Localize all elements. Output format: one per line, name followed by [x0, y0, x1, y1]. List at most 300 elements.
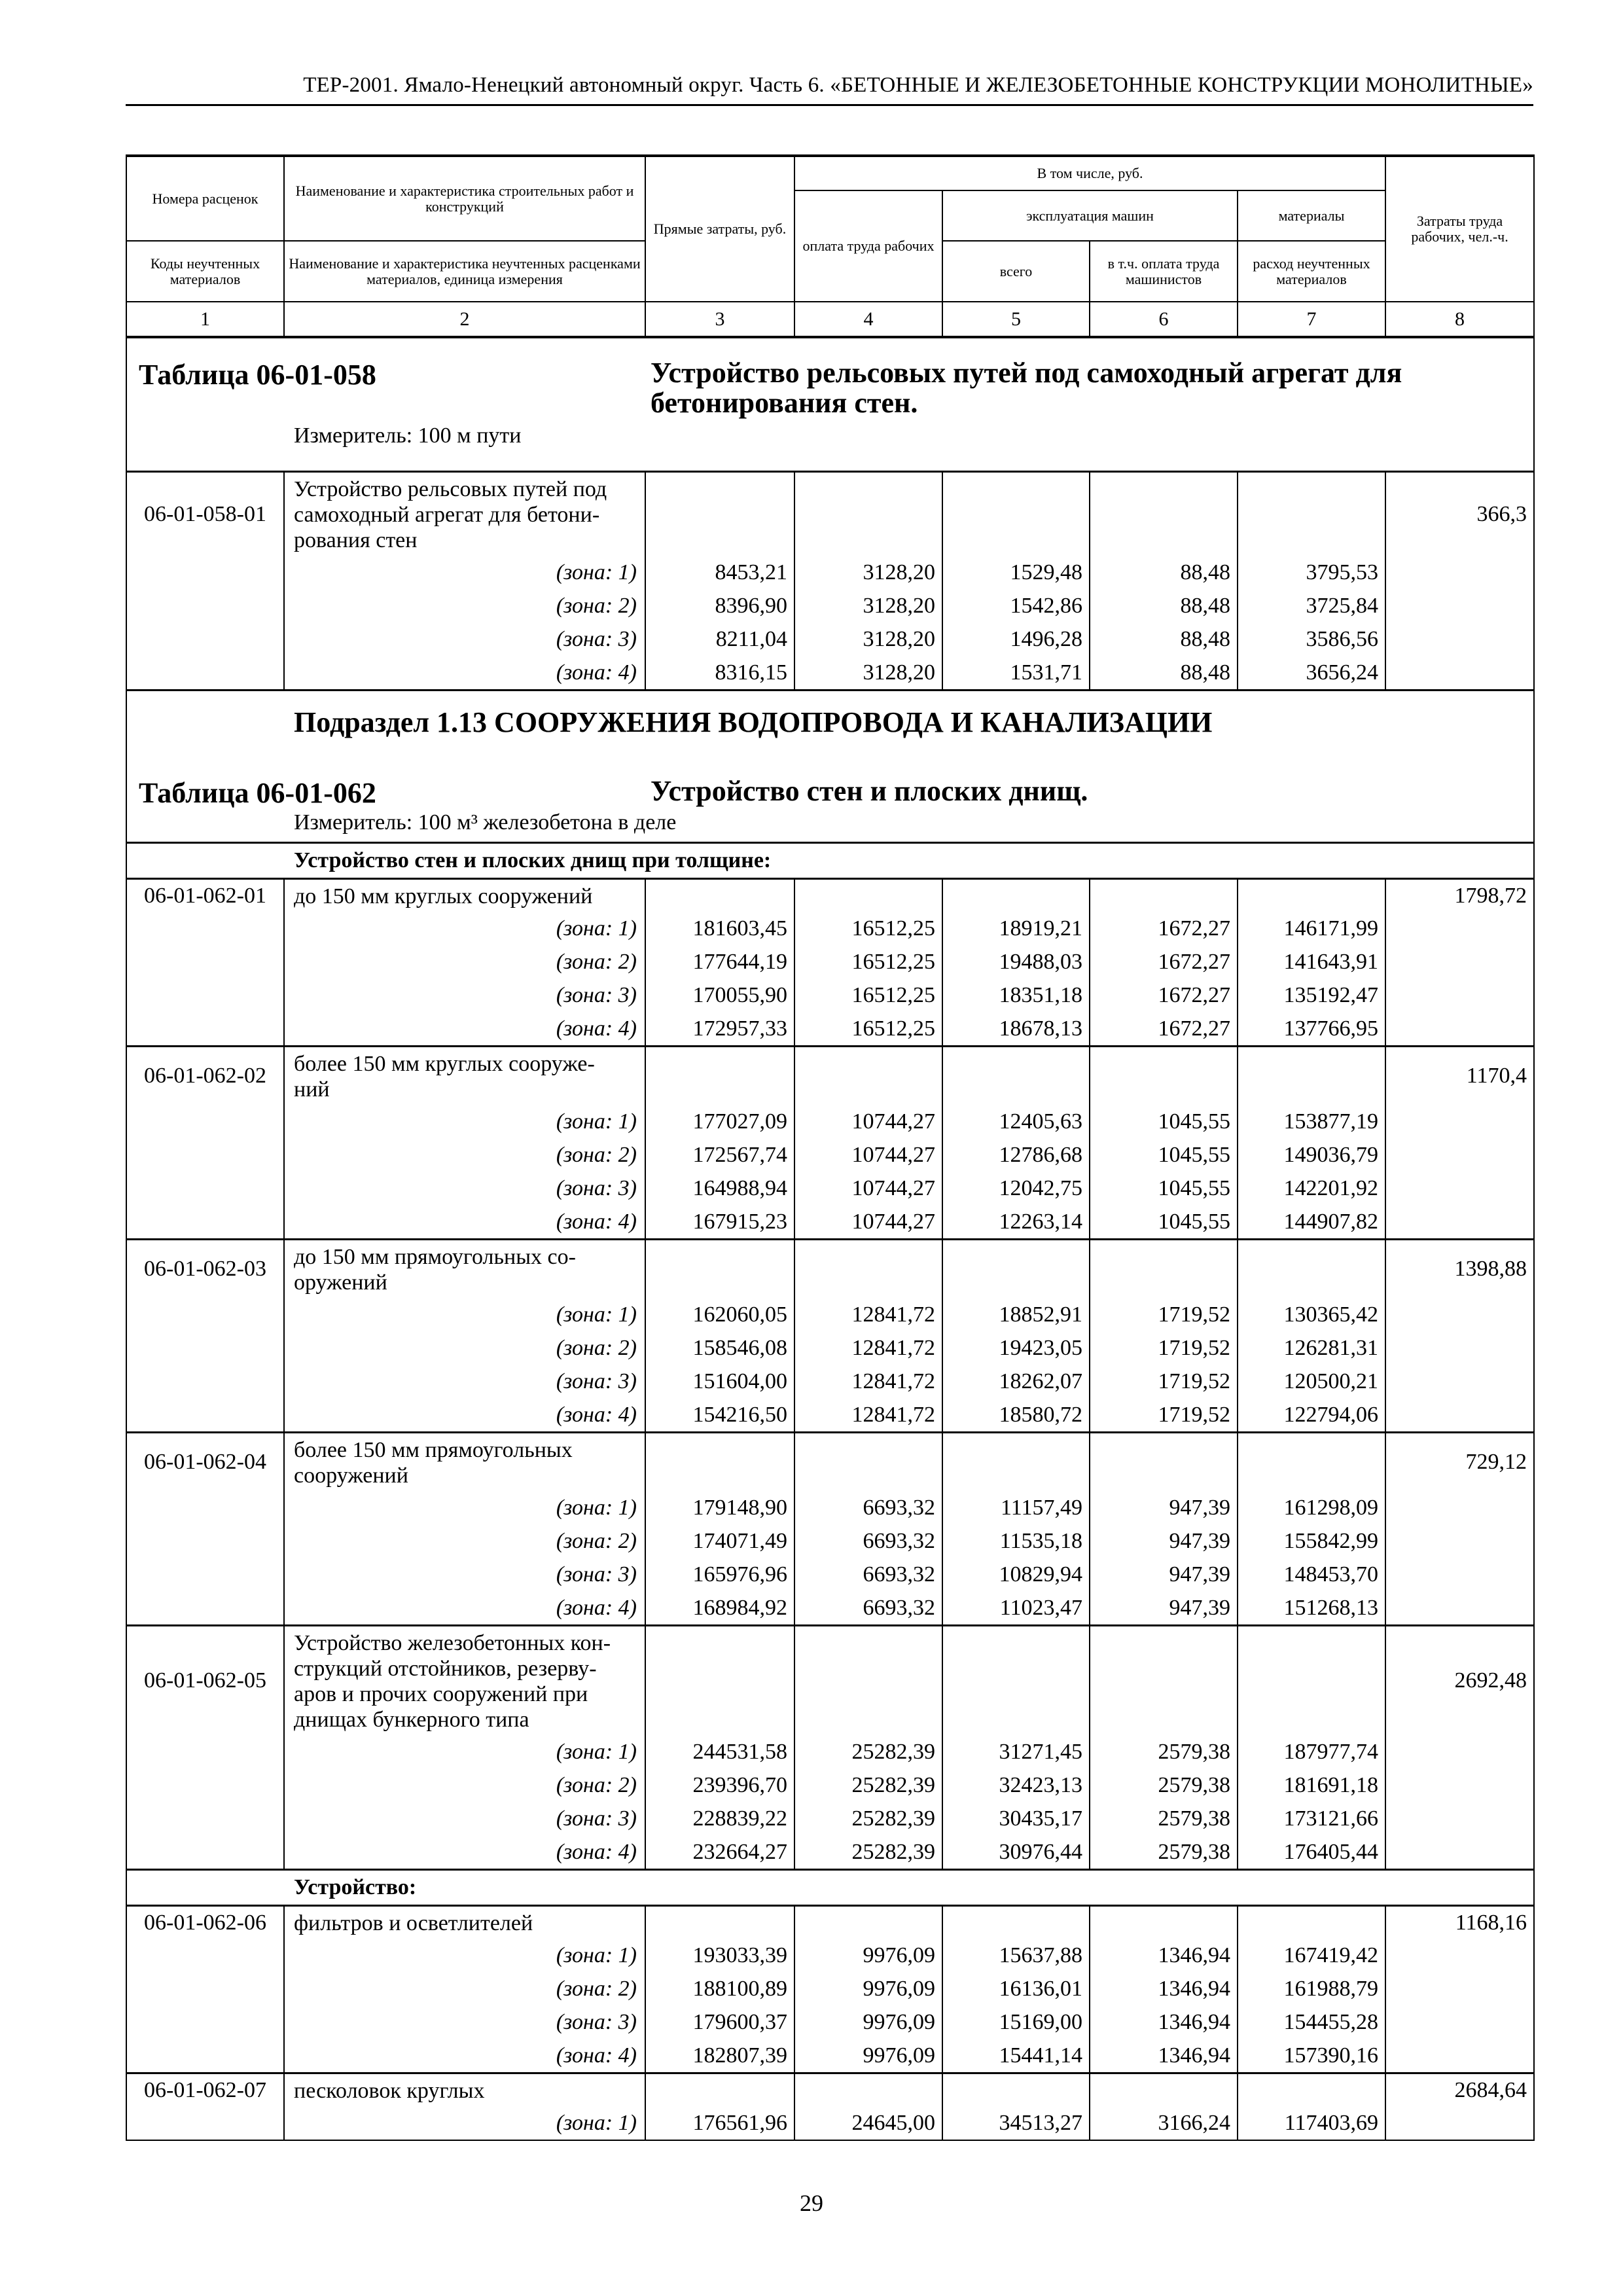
machinist-pay-value: 3166,24	[1090, 2106, 1238, 2140]
direct-costs-value: 165976,96	[645, 1558, 794, 1591]
empty-cell	[942, 1240, 1090, 1299]
machines-total-value: 19488,03	[942, 945, 1090, 978]
header-direct-costs: Прямые затраты, руб.	[645, 156, 794, 302]
zone-label: (зона: 3)	[284, 1802, 645, 1835]
zone-row	[126, 1972, 1534, 2005]
unit-of-measure: Измеритель: 100 м³ железобетона в деле	[294, 810, 677, 834]
empty-cell	[1385, 1939, 1534, 1972]
machinist-pay-value: 88,48	[1090, 589, 1238, 622]
column-number: 5	[942, 302, 1090, 337]
materials-value: 142201,92	[1238, 1172, 1385, 1205]
empty-cell	[1385, 2005, 1534, 2039]
work-description	[284, 1240, 645, 1299]
worker-pay-value: 16512,25	[794, 945, 942, 978]
empty-cell	[126, 1012, 284, 1047]
machinist-pay-value: 1719,52	[1090, 1331, 1238, 1365]
worker-pay-value: 16512,25	[794, 1012, 942, 1047]
direct-costs-value: 168984,92	[645, 1591, 794, 1626]
rate-code: 06-01-062-03	[126, 1240, 284, 1299]
zone-label: (зона: 4)	[284, 1835, 645, 1870]
machinist-pay-value: 1672,27	[1090, 912, 1238, 945]
zone-label: (зона: 3)	[284, 978, 645, 1012]
materials-value: 137766,95	[1238, 1012, 1385, 1047]
table-title-block	[127, 338, 1533, 471]
table-title-block	[127, 691, 1533, 842]
empty-cell	[1385, 1735, 1534, 1768]
header-material-codes: Коды неучтенных материалов	[126, 241, 284, 302]
direct-costs-value: 179148,90	[645, 1491, 794, 1524]
zone-row	[126, 1802, 1534, 1835]
materials-value: 151268,13	[1238, 1591, 1385, 1626]
description-line: сооружений	[294, 1463, 408, 1488]
column-number: 1	[126, 302, 284, 337]
materials-value: 3586,56	[1238, 622, 1385, 656]
description-line: струкций отстойников, резерву-	[294, 1657, 597, 1681]
direct-costs-value: 8453,21	[645, 556, 794, 589]
empty-cell	[1385, 945, 1534, 978]
description-line: Устройство рельсовых путей под	[294, 477, 607, 501]
rate-code: 06-01-058-01	[126, 472, 284, 556]
work-description	[284, 1047, 645, 1105]
empty-cell	[1385, 2039, 1534, 2073]
empty-cell	[942, 472, 1090, 556]
empty-cell	[126, 1105, 284, 1138]
direct-costs-value: 8396,90	[645, 589, 794, 622]
labor-hours: 2684,64	[1385, 2073, 1534, 2107]
machinist-pay-value: 1346,94	[1090, 1972, 1238, 2005]
rate-code: 06-01-062-02	[126, 1047, 284, 1105]
zone-label: (зона: 2)	[284, 1524, 645, 1558]
empty-cell	[126, 2005, 284, 2039]
zone-row	[126, 1365, 1534, 1398]
empty-cell	[794, 472, 942, 556]
header-work-name: Наименование и характеристика строительных работ и конструкций	[284, 156, 645, 241]
worker-pay-value: 25282,39	[794, 1802, 942, 1835]
empty-cell	[1385, 1591, 1534, 1626]
machinist-pay-value: 2579,38	[1090, 1735, 1238, 1768]
machines-total-value: 15637,88	[942, 1939, 1090, 1972]
zone-label: (зона: 3)	[284, 1558, 645, 1591]
materials-value: 120500,21	[1238, 1365, 1385, 1398]
zone-label: (зона: 4)	[284, 656, 645, 691]
zone-row	[126, 1939, 1534, 1972]
description-line: Устройство железобетонных кон-	[294, 1631, 611, 1655]
machines-total-value: 18351,18	[942, 978, 1090, 1012]
empty-cell	[1385, 912, 1534, 945]
empty-cell	[645, 2073, 794, 2107]
materials-value: 154455,28	[1238, 2005, 1385, 2039]
worker-pay-value: 16512,25	[794, 978, 942, 1012]
worker-pay-value: 12841,72	[794, 1398, 942, 1433]
direct-costs-value: 239396,70	[645, 1768, 794, 1802]
zone-row	[126, 2039, 1534, 2073]
machines-total-value: 18678,13	[942, 1012, 1090, 1047]
worker-pay-value: 3128,20	[794, 622, 942, 656]
zone-row	[126, 945, 1534, 978]
worker-pay-value: 12841,72	[794, 1331, 942, 1365]
zone-row	[126, 1835, 1534, 1870]
machinist-pay-value: 1045,55	[1090, 1172, 1238, 1205]
empty-cell	[126, 1138, 284, 1172]
worker-pay-value: 9976,09	[794, 2039, 942, 2073]
machines-total-value: 32423,13	[942, 1768, 1090, 1802]
description-line: рования стен	[294, 528, 418, 552]
direct-costs-value: 179600,37	[645, 2005, 794, 2039]
description-line: до 150 мм прямоугольных со-	[294, 1245, 576, 1269]
empty-cell	[1385, 622, 1534, 656]
empty-cell	[126, 589, 284, 622]
empty-cell	[126, 1558, 284, 1591]
machines-total-value: 30976,44	[942, 1835, 1090, 1870]
empty-cell	[1090, 1240, 1238, 1299]
materials-value: 148453,70	[1238, 1558, 1385, 1591]
machines-total-value: 1542,86	[942, 589, 1090, 622]
materials-value: 3725,84	[1238, 589, 1385, 622]
empty-cell	[1385, 1172, 1534, 1205]
empty-cell	[1385, 1972, 1534, 2005]
worker-pay-value: 10744,27	[794, 1105, 942, 1138]
materials-value: 141643,91	[1238, 945, 1385, 978]
worker-pay-value: 10744,27	[794, 1138, 942, 1172]
machines-total-value: 10829,94	[942, 1558, 1090, 1591]
zone-row	[126, 1524, 1534, 1558]
header-rate-numbers: Номера расценок	[126, 156, 284, 241]
machinist-pay-value: 1672,27	[1090, 1012, 1238, 1047]
page-number: 29	[800, 2190, 823, 2216]
materials-value: 187977,74	[1238, 1735, 1385, 1768]
header-machines: эксплуатация машин	[942, 190, 1238, 241]
zone-label: (зона: 2)	[284, 1972, 645, 2005]
materials-value: 3795,53	[1238, 556, 1385, 589]
column-number: 7	[1238, 302, 1385, 337]
empty-cell	[126, 622, 284, 656]
empty-cell	[126, 1835, 284, 1870]
group-heading-row	[126, 1870, 1534, 1906]
column-number: 2	[284, 302, 645, 337]
empty-cell	[1238, 1433, 1385, 1492]
worker-pay-value: 9976,09	[794, 2005, 942, 2039]
machines-total-value: 15441,14	[942, 2039, 1090, 2073]
machines-total-value: 16136,01	[942, 1972, 1090, 2005]
empty-cell	[1385, 1105, 1534, 1138]
table-row	[126, 1047, 1534, 1105]
direct-costs-value: 181603,45	[645, 912, 794, 945]
table-row	[126, 879, 1534, 912]
zone-row	[126, 1735, 1534, 1768]
machinist-pay-value: 1672,27	[1090, 945, 1238, 978]
zone-row	[126, 1205, 1534, 1240]
empty-cell	[1385, 1205, 1534, 1240]
empty-cell	[794, 1906, 942, 1939]
empty-cell	[126, 1365, 284, 1398]
zone-label: (зона: 4)	[284, 1012, 645, 1047]
empty-cell	[126, 1802, 284, 1835]
header-material-names: Наименование и характеристика неучтенных расценками материалов, единица измерения	[284, 241, 645, 302]
empty-cell	[1090, 2073, 1238, 2107]
zone-label: (зона: 2)	[284, 589, 645, 622]
empty-cell	[1385, 1365, 1534, 1398]
machinist-pay-value: 2579,38	[1090, 1802, 1238, 1835]
zone-row	[126, 622, 1534, 656]
rate-code: 06-01-062-04	[126, 1433, 284, 1492]
worker-pay-value: 3128,20	[794, 556, 942, 589]
worker-pay-value: 12841,72	[794, 1365, 942, 1398]
empty-cell	[1385, 1524, 1534, 1558]
table-name: Устройство рельсовых путей под самоходный агрегат для бетонирования стен.	[651, 357, 1402, 419]
empty-cell	[645, 1626, 794, 1736]
materials-value: 3656,24	[1238, 656, 1385, 691]
worker-pay-value: 6693,32	[794, 1591, 942, 1626]
subsection-title: Подраздел 1.13 СООРУЖЕНИЯ ВОДОПРОВОДА И КАНАЛИЗАЦИИ	[294, 706, 1213, 738]
labor-hours: 1398,88	[1385, 1240, 1534, 1299]
machines-total-value: 18919,21	[942, 912, 1090, 945]
direct-costs-value: 170055,90	[645, 978, 794, 1012]
machines-total-value: 15169,00	[942, 2005, 1090, 2039]
empty-cell	[1090, 1906, 1238, 1939]
worker-pay-value: 6693,32	[794, 1491, 942, 1524]
empty-cell	[1385, 656, 1534, 691]
empty-cell	[1385, 1012, 1534, 1047]
empty-cell	[794, 2073, 942, 2107]
zone-row	[126, 589, 1534, 622]
header-machinist-pay: в т.ч. оплата труда машинистов	[1090, 241, 1238, 302]
rate-code: 06-01-062-06	[126, 1906, 284, 1939]
zone-label: (зона: 1)	[284, 1105, 645, 1138]
header-materials: материалы	[1238, 190, 1385, 241]
column-number: 4	[794, 302, 942, 337]
group-heading: Устройство стен и плоских днищ при толщине:	[126, 843, 1534, 879]
machines-total-value: 12263,14	[942, 1205, 1090, 1240]
empty-cell	[1238, 1626, 1385, 1736]
machines-total-value: 19423,05	[942, 1331, 1090, 1365]
machines-total-value: 18580,72	[942, 1398, 1090, 1433]
empty-cell	[126, 1398, 284, 1433]
machinist-pay-value: 2579,38	[1090, 1835, 1238, 1870]
empty-cell	[1385, 2106, 1534, 2140]
work-description	[284, 1626, 645, 1736]
empty-cell	[1238, 1906, 1385, 1939]
zone-label: (зона: 1)	[284, 1735, 645, 1768]
machines-total-value: 1529,48	[942, 556, 1090, 589]
zone-label: (зона: 3)	[284, 2005, 645, 2039]
labor-hours: 1168,16	[1385, 1906, 1534, 1939]
empty-cell	[126, 2039, 284, 2073]
table-row	[126, 2073, 1534, 2107]
machinist-pay-value: 1045,55	[1090, 1138, 1238, 1172]
work-description	[284, 1433, 645, 1492]
empty-cell	[1385, 1298, 1534, 1331]
empty-cell	[126, 945, 284, 978]
description-line: ний	[294, 1077, 330, 1102]
direct-costs-value: 172567,74	[645, 1138, 794, 1172]
table-row	[126, 1906, 1534, 1939]
empty-cell	[1385, 589, 1534, 622]
description-line: фильтров и осветлителей	[294, 1911, 533, 1935]
empty-cell	[1238, 879, 1385, 912]
zone-row	[126, 1398, 1534, 1433]
zone-label: (зона: 3)	[284, 1365, 645, 1398]
zone-label: (зона: 4)	[284, 1398, 645, 1433]
empty-cell	[126, 1172, 284, 1205]
zone-row	[126, 1012, 1534, 1047]
rate-code: 06-01-062-01	[126, 879, 284, 912]
machinist-pay-value: 1719,52	[1090, 1298, 1238, 1331]
zone-label: (зона: 1)	[284, 1491, 645, 1524]
work-description	[284, 1906, 645, 1939]
machinist-pay-value: 1719,52	[1090, 1365, 1238, 1398]
empty-cell	[645, 1433, 794, 1492]
machinist-pay-value: 88,48	[1090, 622, 1238, 656]
empty-cell	[126, 1939, 284, 1972]
price-table	[126, 154, 1535, 2141]
description-line: более 150 мм круглых сооруже-	[294, 1052, 595, 1076]
running-header: ТЕР-2001. Ямало-Ненецкий автономный округ. Часть 6. «БЕТОННЫЕ И ЖЕЛЕЗОБЕТОННЫЕ КОНСТРУКЦИИ МОНОЛИТНЫЕ»	[126, 73, 1533, 106]
machinist-pay-value: 947,39	[1090, 1591, 1238, 1626]
worker-pay-value: 3128,20	[794, 656, 942, 691]
direct-costs-value: 164988,94	[645, 1172, 794, 1205]
description-line: аров и прочих сооружений при	[294, 1682, 588, 1706]
empty-cell	[126, 2106, 284, 2140]
table-title-row	[126, 337, 1534, 472]
direct-costs-value: 172957,33	[645, 1012, 794, 1047]
empty-cell	[1090, 1433, 1238, 1492]
direct-costs-value: 177644,19	[645, 945, 794, 978]
empty-cell	[126, 978, 284, 1012]
empty-cell	[1090, 472, 1238, 556]
empty-cell	[942, 2073, 1090, 2107]
empty-cell	[794, 1626, 942, 1736]
direct-costs-value: 174071,49	[645, 1524, 794, 1558]
machines-total-value: 1496,28	[942, 622, 1090, 656]
table-row	[126, 1240, 1534, 1299]
empty-cell	[794, 879, 942, 912]
machinist-pay-value: 1346,94	[1090, 2039, 1238, 2073]
zone-row	[126, 1298, 1534, 1331]
zone-label: (зона: 4)	[284, 2039, 645, 2073]
empty-cell	[645, 472, 794, 556]
machinist-pay-value: 947,39	[1090, 1491, 1238, 1524]
labor-hours: 1170,4	[1385, 1047, 1534, 1105]
empty-cell	[645, 879, 794, 912]
zone-row	[126, 656, 1534, 691]
direct-costs-value: 151604,00	[645, 1365, 794, 1398]
table-row	[126, 1433, 1534, 1492]
group-heading: Устройство:	[126, 1870, 1534, 1906]
empty-cell	[126, 1591, 284, 1626]
materials-value: 149036,79	[1238, 1138, 1385, 1172]
zone-label: (зона: 1)	[284, 556, 645, 589]
materials-value: 117403,69	[1238, 2106, 1385, 2140]
machines-total-value: 1531,71	[942, 656, 1090, 691]
empty-cell	[1385, 1491, 1534, 1524]
zone-label: (зона: 4)	[284, 1205, 645, 1240]
zone-row	[126, 556, 1534, 589]
machinist-pay-value: 947,39	[1090, 1524, 1238, 1558]
direct-costs-value: 8211,04	[645, 622, 794, 656]
direct-costs-value: 158546,08	[645, 1331, 794, 1365]
header-material-consumption: расход неучтенных материалов	[1238, 241, 1385, 302]
zone-row	[126, 1172, 1534, 1205]
description-line: самоходный агрегат для бетони-	[294, 503, 600, 527]
rate-code: 06-01-062-07	[126, 2073, 284, 2107]
worker-pay-value: 12841,72	[794, 1298, 942, 1331]
worker-pay-value: 25282,39	[794, 1835, 942, 1870]
materials-value: 126281,31	[1238, 1331, 1385, 1365]
machinist-pay-value: 1672,27	[1090, 978, 1238, 1012]
zone-row	[126, 1105, 1534, 1138]
empty-cell	[1385, 1138, 1534, 1172]
materials-value: 146171,99	[1238, 912, 1385, 945]
empty-cell	[1238, 2073, 1385, 2107]
header-worker-pay: оплата труда рабочих	[794, 190, 942, 302]
work-description	[284, 472, 645, 556]
zone-row	[126, 1138, 1534, 1172]
worker-pay-value: 10744,27	[794, 1172, 942, 1205]
description-line: более 150 мм прямоугольных	[294, 1438, 573, 1462]
direct-costs-value: 232664,27	[645, 1835, 794, 1870]
zone-label: (зона: 1)	[284, 1939, 645, 1972]
machines-total-value: 12405,63	[942, 1105, 1090, 1138]
worker-pay-value: 9976,09	[794, 1972, 942, 2005]
header-labor-hours: Затраты труда рабочих, чел.-ч.	[1385, 156, 1534, 302]
machinist-pay-value: 1346,94	[1090, 1939, 1238, 1972]
zone-label: (зона: 1)	[284, 2106, 645, 2140]
empty-cell	[1385, 1398, 1534, 1433]
worker-pay-value: 6693,32	[794, 1558, 942, 1591]
empty-cell	[1090, 1626, 1238, 1736]
zone-label: (зона: 2)	[284, 1138, 645, 1172]
worker-pay-value: 10744,27	[794, 1205, 942, 1240]
table-name: Устройство стен и плоских днищ.	[651, 775, 1088, 807]
empty-cell	[1385, 1558, 1534, 1591]
zone-label: (зона: 4)	[284, 1591, 645, 1626]
column-number: 6	[1090, 302, 1238, 337]
direct-costs-value: 228839,22	[645, 1802, 794, 1835]
table-title-row	[126, 691, 1534, 843]
worker-pay-value: 25282,39	[794, 1735, 942, 1768]
empty-cell	[1090, 1047, 1238, 1105]
empty-cell	[1238, 472, 1385, 556]
empty-cell	[126, 1491, 284, 1524]
worker-pay-value: 6693,32	[794, 1524, 942, 1558]
empty-cell	[126, 1331, 284, 1365]
empty-cell	[645, 1047, 794, 1105]
zone-row	[126, 2005, 1534, 2039]
labor-hours: 1798,72	[1385, 879, 1534, 912]
machinist-pay-value: 88,48	[1090, 656, 1238, 691]
materials-value: 130365,42	[1238, 1298, 1385, 1331]
direct-costs-value: 177027,09	[645, 1105, 794, 1138]
direct-costs-value: 182807,39	[645, 2039, 794, 2073]
machinist-pay-value: 1045,55	[1090, 1105, 1238, 1138]
machines-total-value: 31271,45	[942, 1735, 1090, 1768]
direct-costs-value: 167915,23	[645, 1205, 794, 1240]
worker-pay-value: 9976,09	[794, 1939, 942, 1972]
empty-cell	[794, 1433, 942, 1492]
direct-costs-value: 188100,89	[645, 1972, 794, 2005]
description-line: песколовок круглых	[294, 2079, 485, 2103]
work-description	[284, 879, 645, 912]
column-number: 3	[645, 302, 794, 337]
header-including: В том числе, руб.	[794, 156, 1385, 190]
empty-cell	[942, 1626, 1090, 1736]
materials-value: 122794,06	[1238, 1398, 1385, 1433]
empty-cell	[1238, 1240, 1385, 1299]
empty-cell	[1385, 1802, 1534, 1835]
empty-cell	[1090, 879, 1238, 912]
empty-cell	[942, 879, 1090, 912]
empty-cell	[794, 1240, 942, 1299]
